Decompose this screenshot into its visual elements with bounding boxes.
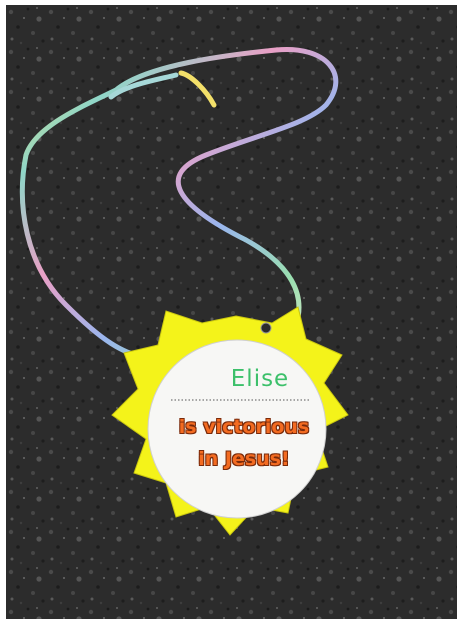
badge-message-line-2: in Jesus! xyxy=(198,448,290,470)
punch-hole xyxy=(261,323,271,333)
badge-message-line-1: is victorious xyxy=(178,416,310,438)
badge-name: Elise xyxy=(230,366,290,392)
photo-scene xyxy=(6,5,457,619)
photo xyxy=(6,5,457,619)
